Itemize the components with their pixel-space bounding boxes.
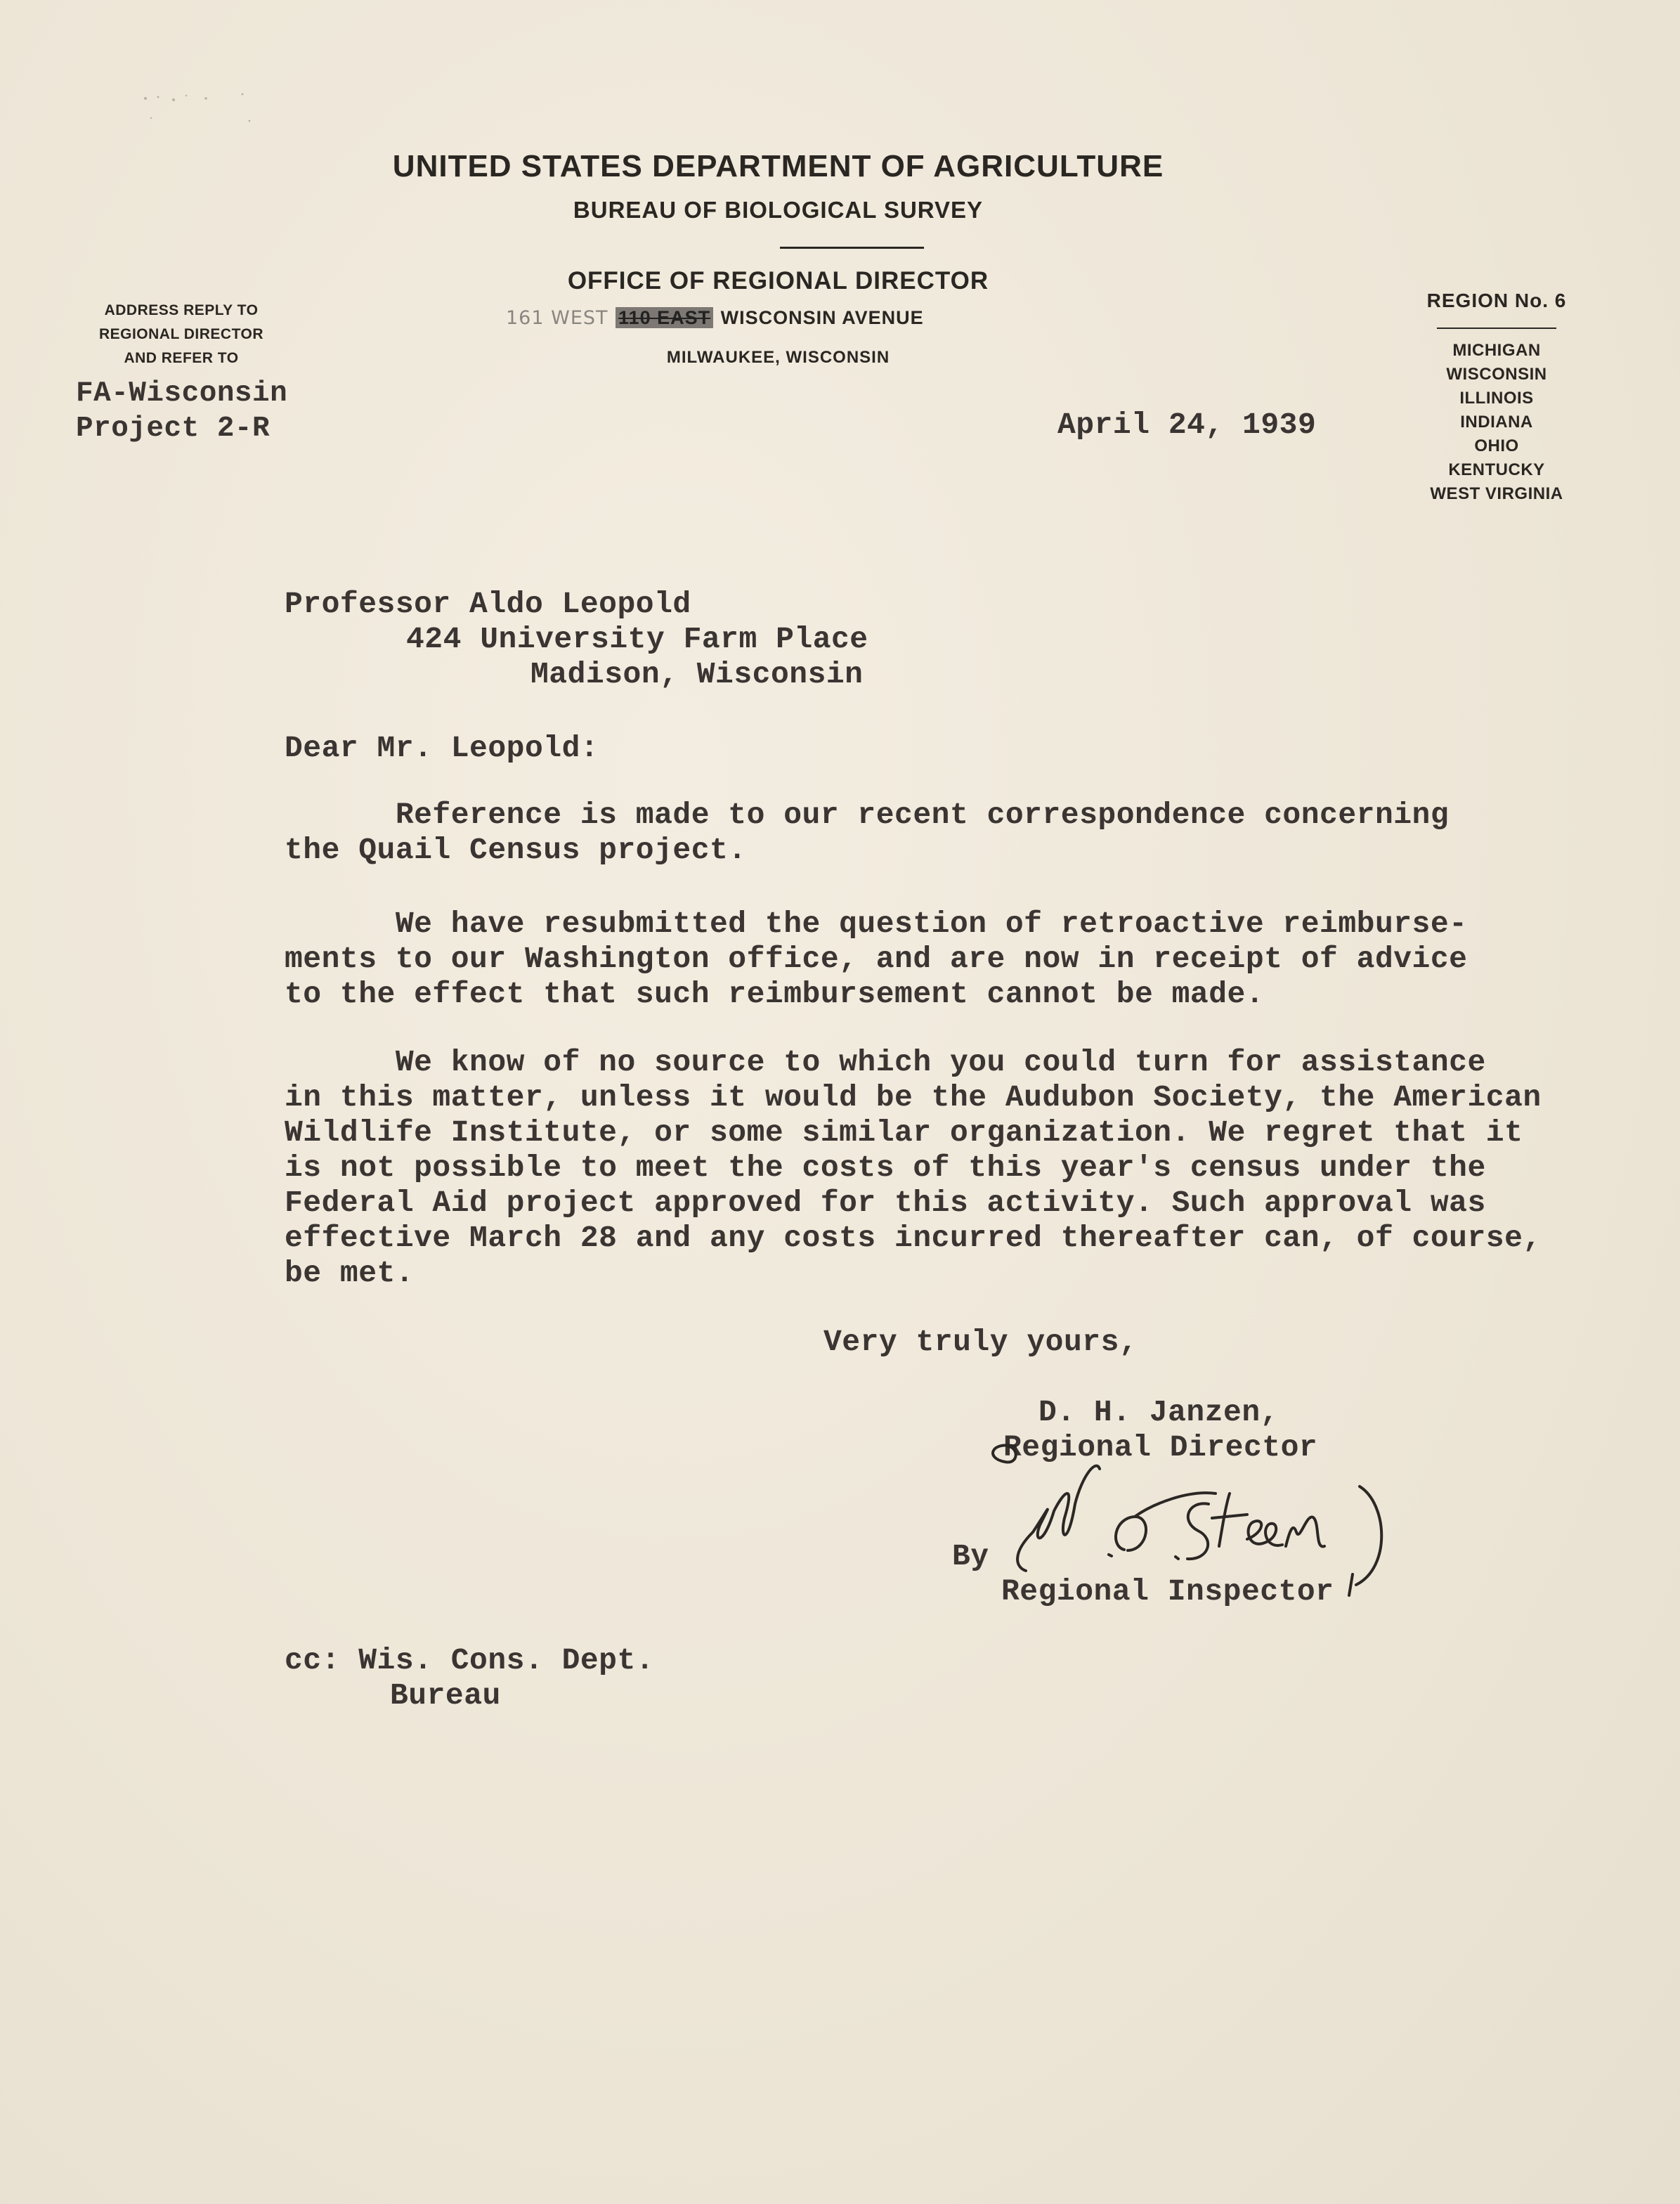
state-item: INDIANA <box>1460 413 1533 432</box>
reply-line: ADDRESS REPLY TO <box>104 302 259 318</box>
reply-instructions <box>76 299 287 370</box>
paper-speckle <box>137 90 263 125</box>
cc-line-1: cc: Wis. Cons. Dept. <box>285 1643 655 1678</box>
file-ref-line-1: FA-Wisconsin <box>76 377 288 410</box>
body-line: in this matter, unless it would be the Audubon Society, the American <box>285 1080 1542 1115</box>
address-struck-number: 110 EAST <box>616 307 713 328</box>
region-states <box>1395 339 1598 506</box>
by-label: By <box>952 1539 989 1574</box>
reply-line: REGIONAL DIRECTOR <box>98 326 264 342</box>
body-paragraph-1 <box>285 798 1449 868</box>
body-line: Reference is made to our recent correspondence concerning <box>285 798 1450 832</box>
letterhead-divider <box>780 247 924 249</box>
state-item: MICHIGAN <box>1452 341 1541 360</box>
body-line: We have resubmitted the question of retroactive reimburse- <box>285 907 1468 941</box>
region-label: REGION No. 6 <box>1426 290 1567 311</box>
address-street: WISCONSIN AVENUE <box>720 307 924 328</box>
file-reference <box>76 376 287 446</box>
office-heading: OFFICE OF REGIONAL DIRECTOR <box>567 267 989 294</box>
file-ref-line-2: Project 2-R <box>76 413 271 445</box>
body-line: Federal Aid project approved for this activity. Such approval was <box>285 1186 1486 1220</box>
recipient-name: Professor Aldo Leopold <box>285 587 691 621</box>
state-item: WISCONSIN <box>1446 365 1547 384</box>
region-divider <box>1437 328 1556 329</box>
body-line: the Quail Census project. <box>285 833 747 867</box>
body-line: effective March 28 and any costs incurred thereafter can, of course, <box>285 1221 1542 1255</box>
signer-title: Regional Inspector <box>1001 1574 1334 1609</box>
salutation: Dear Mr. Leopold: <box>285 731 599 765</box>
body-line: be met. <box>285 1256 415 1290</box>
state-item: WEST VIRGINIA <box>1430 484 1563 503</box>
address-old-prefix: 161 WEST <box>506 307 608 329</box>
body-paragraph-3 <box>285 1045 1542 1291</box>
office-address <box>506 307 924 329</box>
closing: Very truly yours, <box>823 1325 1138 1359</box>
state-item: ILLINOIS <box>1459 389 1534 408</box>
body-line: is not possible to meet the costs of this year's census under the <box>285 1150 1486 1185</box>
body-line: ments to our Washington office, and are now in receipt of advice <box>285 942 1468 976</box>
state-item: OHIO <box>1474 436 1519 455</box>
state-item: KENTUCKY <box>1448 460 1545 479</box>
recipient-city: Madison, Wisconsin <box>530 657 864 692</box>
body-line: Wildlife Institute, or some similar organization. We regret that it <box>285 1115 1523 1150</box>
letter-date: April 24, 1939 <box>1057 408 1317 442</box>
cc-line-2: Bureau <box>390 1678 501 1713</box>
recipient-street: 424 University Farm Place <box>406 622 868 656</box>
handwritten-signature <box>977 1427 1469 1638</box>
signatory-name: D. H. Janzen, <box>1038 1395 1279 1430</box>
office-city: MILWAUKEE, WISCONSIN <box>666 348 890 367</box>
reply-line: AND REFER TO <box>124 350 239 366</box>
body-line: We know of no source to which you could turn for assistance <box>285 1045 1486 1080</box>
signatory-title: Regional Director <box>1003 1430 1318 1465</box>
body-paragraph-2 <box>285 907 1467 1012</box>
bureau-heading: BUREAU OF BIOLOGICAL SURVEY <box>573 197 984 223</box>
body-line: to the effect that such reimbursement cannot be made. <box>285 977 1265 1011</box>
department-heading: UNITED STATES DEPARTMENT OF AGRICULTURE <box>392 149 1164 183</box>
